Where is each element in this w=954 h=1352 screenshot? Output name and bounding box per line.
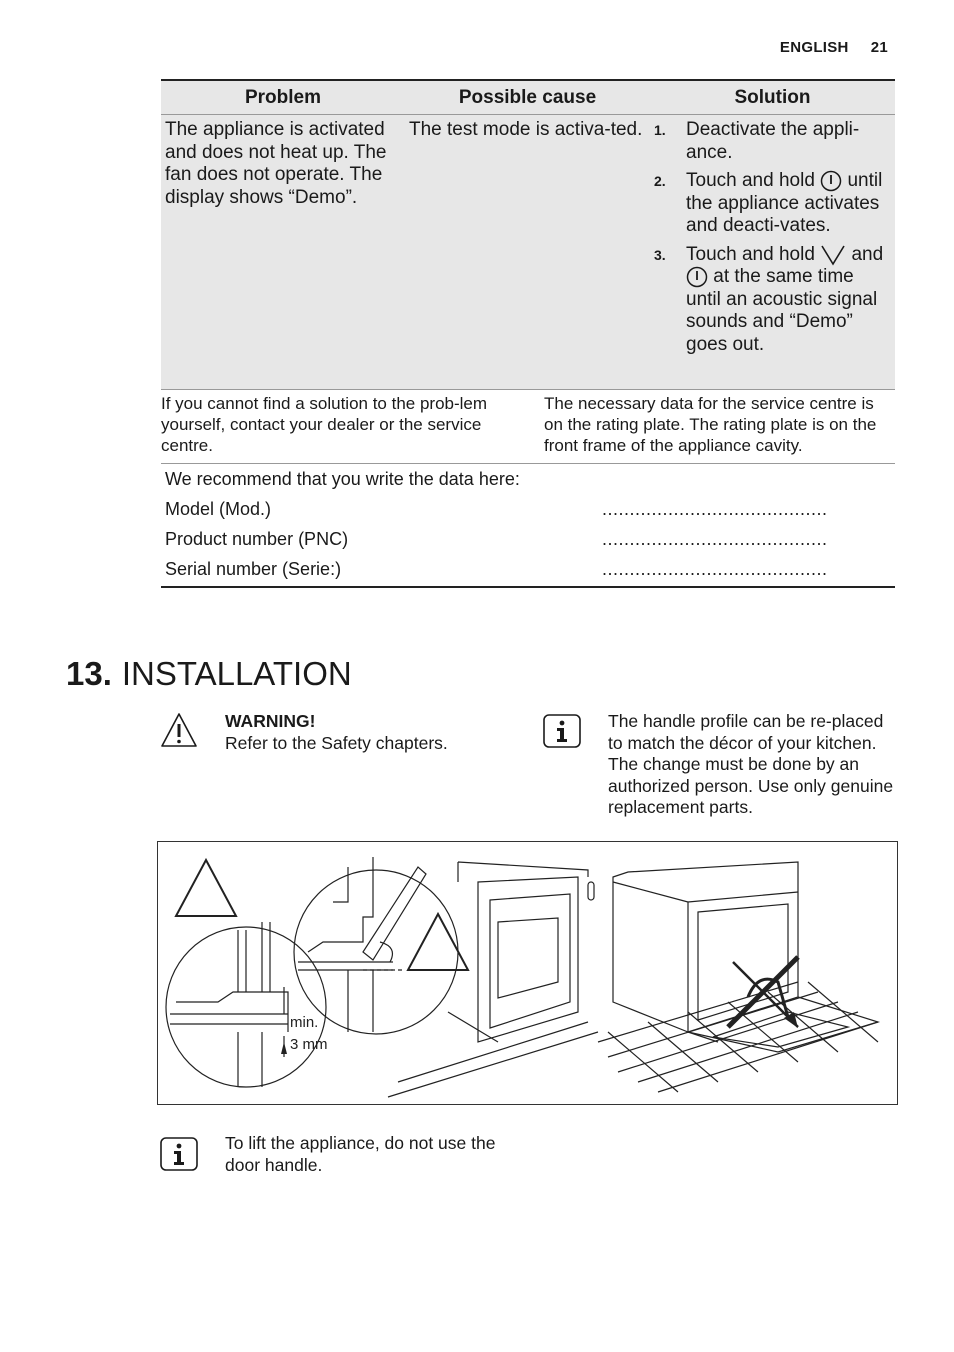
- warning-title: WARNING!: [225, 711, 316, 731]
- record-row: [161, 526, 895, 556]
- installation-illustration: [158, 842, 899, 1106]
- step-text: until the appliance activates and deacti-vates.: [686, 170, 883, 237]
- record-value-pnc: .........................................: [602, 529, 828, 549]
- info-icon: [543, 714, 581, 748]
- power-icon: [820, 170, 842, 192]
- installation-figure: [157, 841, 898, 1105]
- section-number: 13.: [66, 655, 112, 692]
- chevron-down-icon: [820, 244, 846, 266]
- section-heading: [66, 655, 352, 693]
- section-title: INSTALLATION: [121, 655, 352, 692]
- solution-step-2: [650, 170, 891, 238]
- warning-icon: [160, 712, 198, 748]
- power-icon: [686, 266, 708, 288]
- step-text: Deactivate the appli-ance.: [686, 119, 860, 163]
- record-row: [161, 556, 895, 586]
- solution-step-3: [650, 244, 891, 357]
- step-text: and: [851, 243, 884, 265]
- record-label-pnc: Product number (PNC): [165, 529, 349, 549]
- service-info: [161, 393, 895, 464]
- warning-note: [225, 711, 515, 754]
- info-lift-note: To lift the appliance, do not use the door handle.: [225, 1133, 496, 1175]
- record-label-model: Model (Mod.): [165, 499, 272, 519]
- step-text: Touch and hold: [686, 170, 815, 192]
- solution-step-1: [650, 119, 891, 164]
- cause-text: The test mode is activa-ted.: [409, 119, 643, 140]
- service-info-right: The necessary data for the service centre is on the rating plate. The rating plate is on the front frame of the appliance cavity.: [544, 394, 877, 455]
- info-icon: [160, 1137, 198, 1171]
- info-handle-note: The handle profile can be re-placed to match the décor of your kitchen. The change must be done by an authorized person. Use only genuine replacement parts.: [608, 711, 894, 817]
- troubleshooting-table: [161, 79, 895, 390]
- record-label-serial: Serial number (Serie:): [165, 559, 342, 579]
- page-header: [780, 39, 888, 56]
- record-intro: We recommend that you write the data here:: [165, 469, 520, 489]
- record-value-serial: .........................................: [602, 559, 828, 579]
- record-value-model: .........................................: [602, 499, 828, 519]
- column-header-cause: Possible cause: [458, 87, 597, 108]
- column-header-problem: Problem: [244, 87, 322, 108]
- warning-text: Refer to the Safety chapters.: [225, 732, 448, 753]
- table-row: [161, 115, 895, 390]
- step-number: 1.: [654, 122, 666, 138]
- record-table: [161, 466, 895, 588]
- problem-text: The appliance is activated and does not heat up. The fan does not operate. The display shows “Demo”.: [165, 119, 387, 208]
- step-number: 3.: [654, 246, 666, 263]
- record-row: [161, 496, 895, 526]
- service-info-left: If you cannot find a solution to the prob-lem yourself, contact your dealer or the service centre.: [161, 394, 488, 455]
- page-number: 21: [870, 39, 888, 56]
- step-text: Touch and hold: [686, 243, 815, 265]
- figure-label-min: min.: [290, 1014, 319, 1031]
- header-language: ENGLISH: [779, 39, 849, 56]
- step-number: 2.: [654, 173, 666, 189]
- figure-label-mm: 3 mm: [290, 1036, 328, 1053]
- table-header: [161, 81, 895, 115]
- step-text: at the same time until an acoustic signal sounds and “Demo” goes out.: [686, 266, 878, 355]
- column-header-solution: Solution: [734, 87, 811, 108]
